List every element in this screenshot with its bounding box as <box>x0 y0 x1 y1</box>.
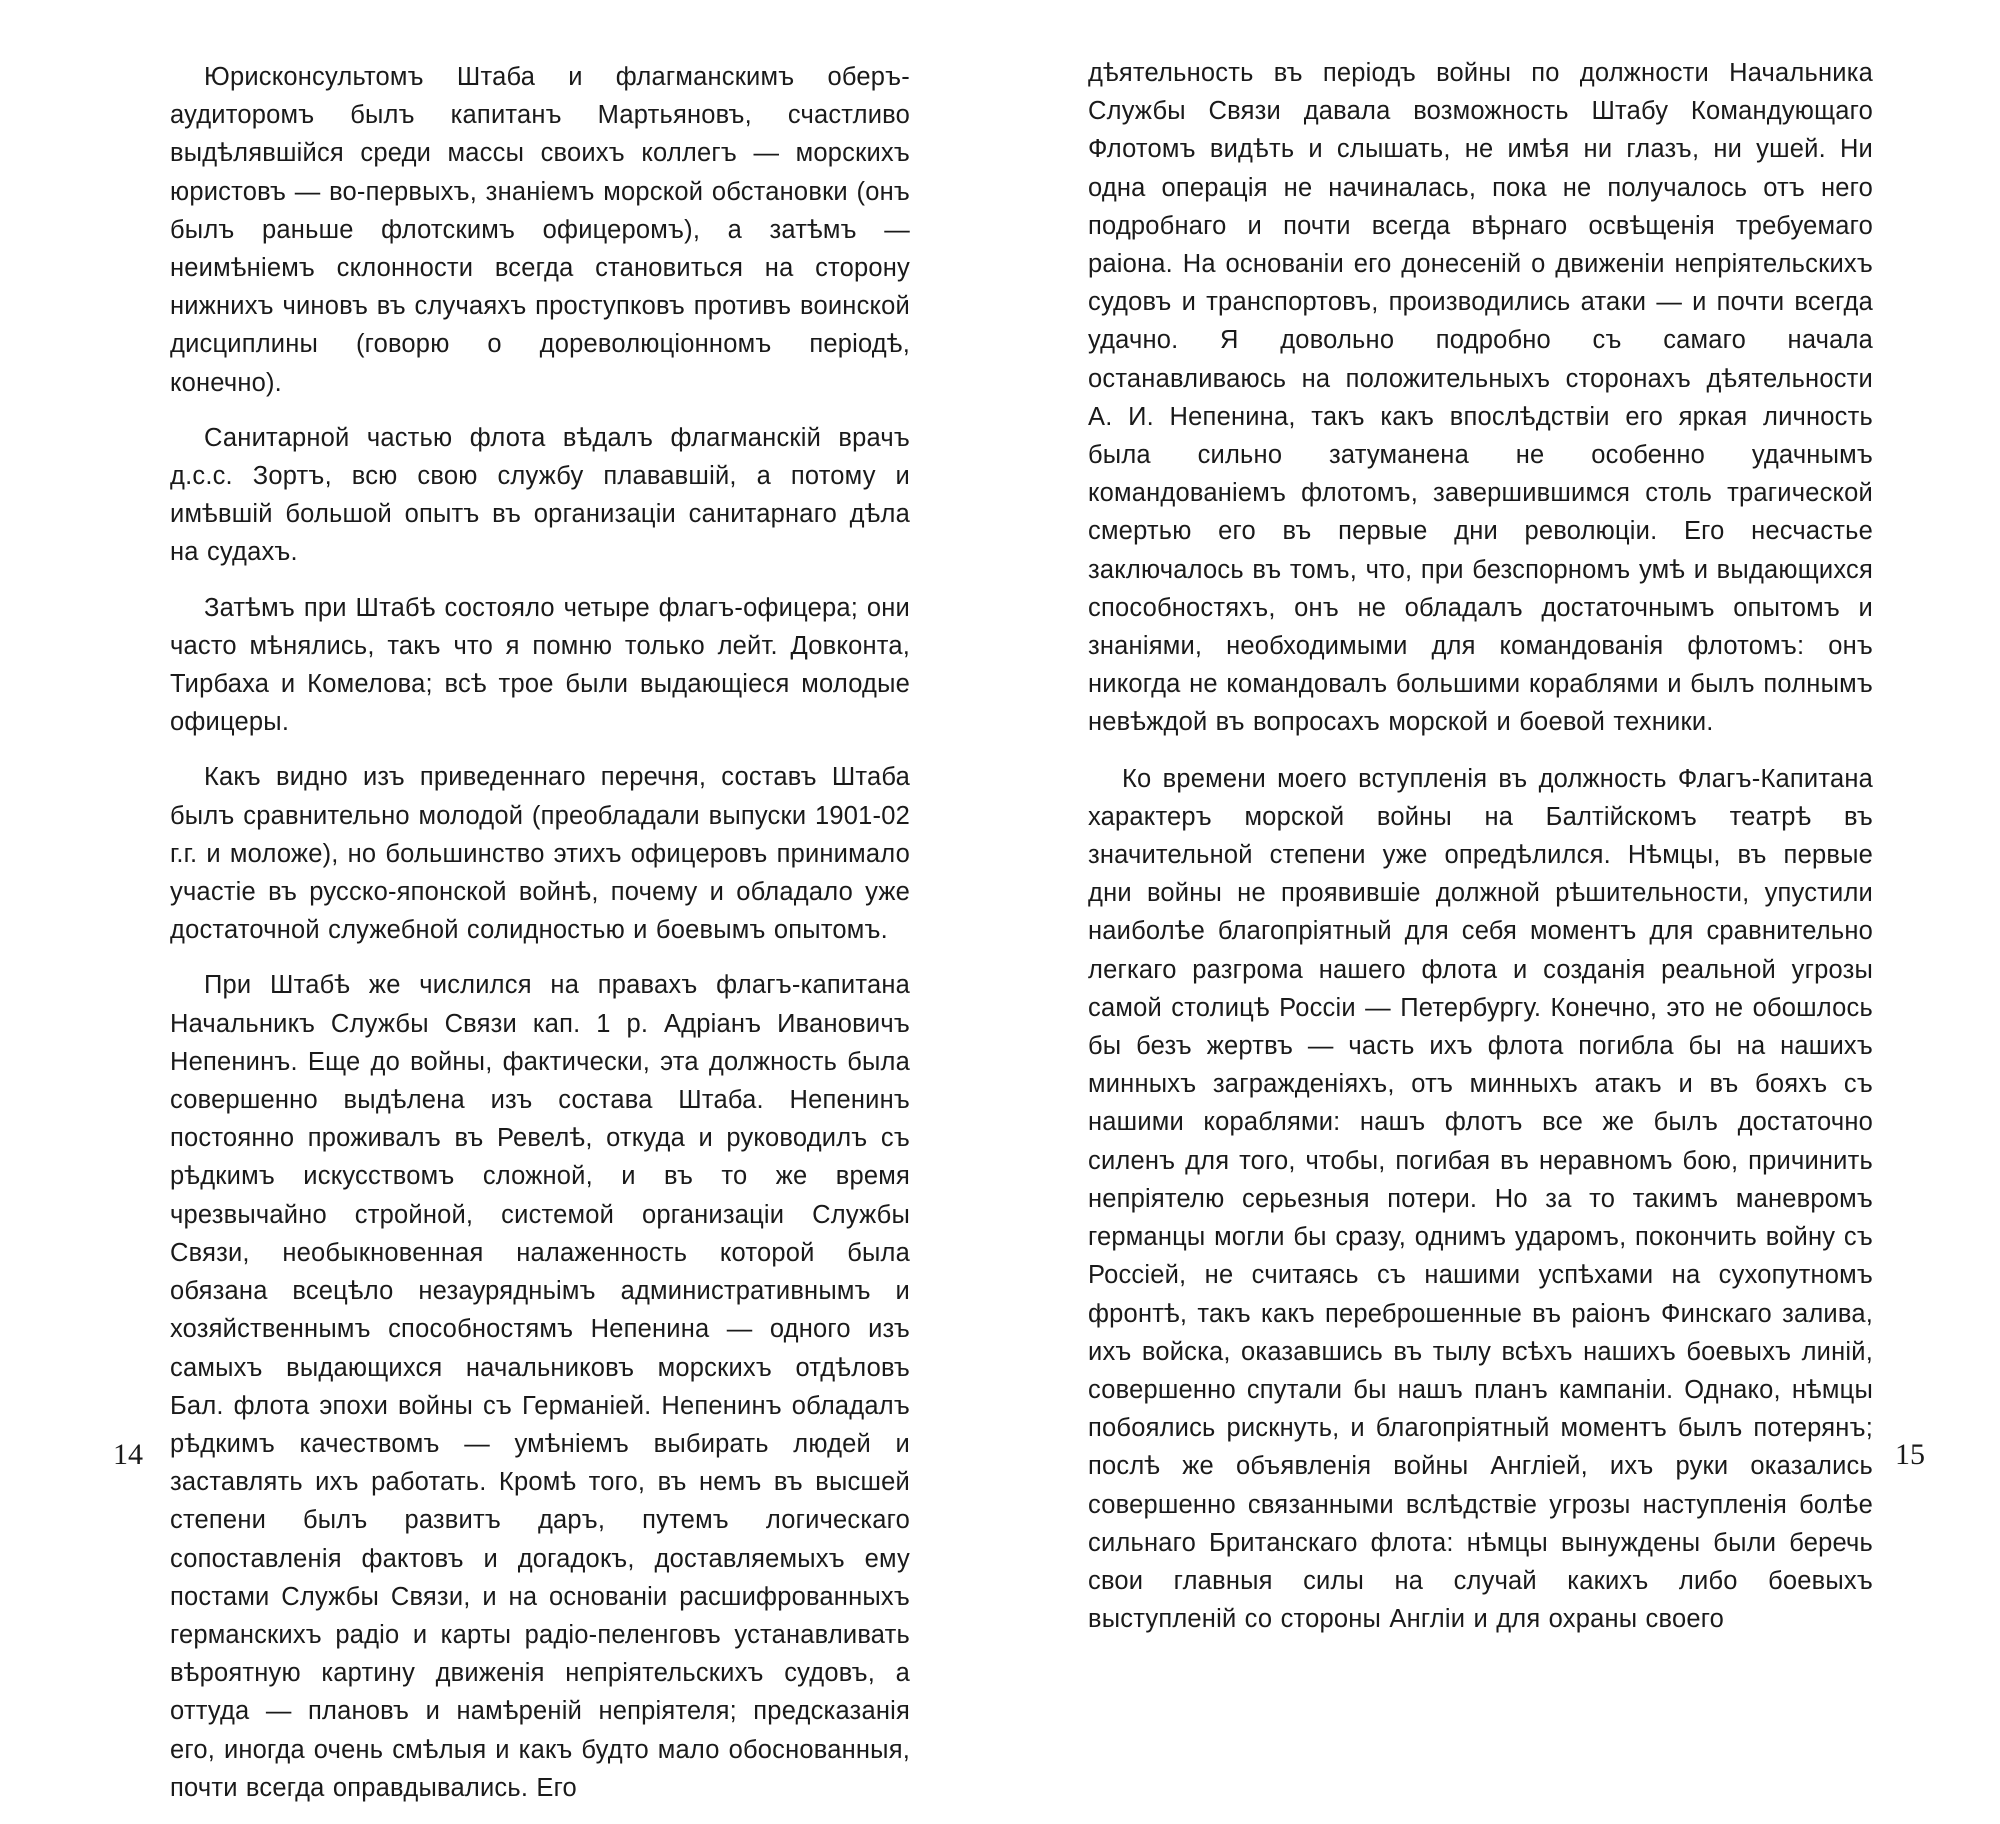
paragraph: При Штабѣ же числился на правахъ флагъ-капитана Начальникъ Службы Связи кап. 1 р. Адріанъ Ивановичъ Непенинъ. Еще до войны, фактически, эта должность была совершенно выдѣлена изъ состава Штаба. Непенинъ постоянно проживалъ въ Ревелѣ, откуда и руководилъ съ рѣдкимъ искусствомъ сложной, и въ то же время чрезвычайно стройной, системой организаціи Службы Связи, необыкновенная налаженность которой была обязана всецѣло незаурядньімъ административнымъ и хозяйственнымъ способностямъ Непенина — одного изъ самыхъ выдающихся начальниковъ морскихъ отдѣловъ Бал. флота эпохи войны съ Германіей. Непенинъ обладалъ рѣдкимъ качествомъ — умѣніемъ выбирать людей и заставлять ихъ работать. Кромѣ того, въ немъ въ высшей степени былъ развитъ даръ, путемъ логическаго сопоставленія фактовъ и догадокъ, доставляемыхъ ему постами Службы Связи, и на основаніи расшифрованныхъ германскихъ радіо и карты радіо-пеленговъ устанавливать вѣроятную картину движенія непріятельскихъ судовъ, а оттуда — плановъ и намѣреній непріятеля; предсказанія его, иногда очень смѣлыя и какъ будто мало обоснованныя, почти всегда оправдывались. Его <box>170 971 910 1802</box>
right-page <box>1000 0 2000 1634</box>
paragraph: дѣятельность въ періодъ войны по должности Начальника Службы Связи давала возможность Штабу Командующаго Флотомъ видѣть и слышать, не имѣя ни глазъ, ни ушей. Ни одна операція не начиналась, пока не получалось отъ него подробнаго и почти всегда вѣрнаго освѣщенія требуемаго раіона. На основаніи его донесеній о движеніи непріятельскихъ судовъ и транспортовъ, производились атаки — и почти всегда удачно. Я довольно подробно съ самаго начала останавливаюсь на положительныхъ сторонахъ дѣятельности А. И. Непенина, такъ какъ впослѣдствіи его яркая личность была сильно затуманена не особенно удачнымъ командованіемъ флотомъ, завершившимся столь трагической смертью его въ первые дни революціи. Его несчастье заключалось въ томъ, что, при безспорномъ умѣ и выдающихся способностяхъ, онъ не обладалъ достаточнымъ опытомъ и знаніями, необходимыми для командованія флотомъ: онъ никогда не командовалъ большими кораблями и былъ полнымъ невѣждой въ вопросахъ морской и боевой техники. <box>1088 59 1873 737</box>
left-page <box>0 0 1000 1802</box>
paragraph: Какъ видно изъ приведеннаго перечня, составъ Штаба былъ сравнительно молодой (преобладали выпуски 1901-02 г.г. и моложе), но большинство этихъ офицеровъ принимало участіе въ русско-японской войнѣ, почему и обладало уже достаточной служебной солидностью и боевымъ опытомъ. <box>170 763 910 945</box>
left-page-text <box>170 58 910 1824</box>
right-page-text <box>1088 54 1873 1655</box>
page-number: 15 <box>1895 1438 1925 1471</box>
paragraph: Юрисконсультомъ Штаба и флагманскимъ оберъ-аудиторомъ былъ капитанъ Мартьяновъ, счастливо выдѣлявшійся среди массы своихъ коллегъ — морскихъ юристовъ — во-первыхъ, знаніемъ морской обстановки (онъ былъ раньше флотскимъ офицеромъ), а затѣмъ — неимѣніемъ склонности всегда становиться на сторону нижнихъ чиновъ въ случаяхъ проступковъ противъ воинской дисциплины (говорю о дореволюціонномъ періодѣ, конечно). <box>170 63 910 397</box>
paragraph: Ко времени моего вступленія въ должность Флагъ-Капитана характеръ морской войны на Балтійскомъ театрѣ въ значительной степени уже опредѣлился. Нѣмцы, въ первые дни войны не проявившіе должной рѣшительности, упустили наиболѣе благопріятный для себя моментъ для сравнительно легкаго разгрома нашего флота и созданія реальной угрозы самой столицѣ Россіи — Петербургу. Конечно, это не обошлось бы безъ жертвъ — часть ихъ флота погибла бы на нашихъ минныхъ загражденіяхъ, отъ минныхъ атакъ и въ бояхъ съ нашими кораблями: нашъ флотъ все же былъ достаточно силенъ для того, чтобы, погибая въ неравномъ бою, причинить непріятелю серьезныя потери. Но за то такимъ маневромъ германцы могли бы сразу, однимъ ударомъ, покончить войну съ Россіей, не считаясь съ нашими успѣхами на сухопутномъ фронтѣ, такъ какъ переброшенные въ раіонъ Финскаго залива, ихъ войска, оказавшись въ тылу всѣхъ нашихъ боевыхъ линій, совершенно спутали бы нашъ планъ кампаніи. Однако, нѣмцы побоялись рискнуть, и благопріятный моментъ былъ потерянъ; послѣ же объявленія войны Англіей, ихъ руки оказались совершенно связанными вслѣдствіе угрозы наступленія болѣе сильнаго Британскаго флота: нѣмцы вынуждены были беречь свои главныя силы на случай какихъ либо боевыхъ выступленій со стороны Англіи и для охраны своего <box>1088 764 1873 1634</box>
paragraph: Затѣмъ при Штабѣ состояло четыре флагъ-офицера; они часто мѣнялись, такъ что я помню только лейт. Довконта, Тирбаха и Комелова; всѣ трое были выдающіеся молодые офицеры. <box>170 593 910 737</box>
page-number: 14 <box>113 1438 143 1471</box>
paragraph: Санитарной частью флота вѣдалъ флагманскій врачъ д.с.с. Зортъ, всю свою службу плававшій, а потому и имѣвшій большой опытъ въ организаціи санитарнаго дѣла на судахъ. <box>170 423 910 567</box>
